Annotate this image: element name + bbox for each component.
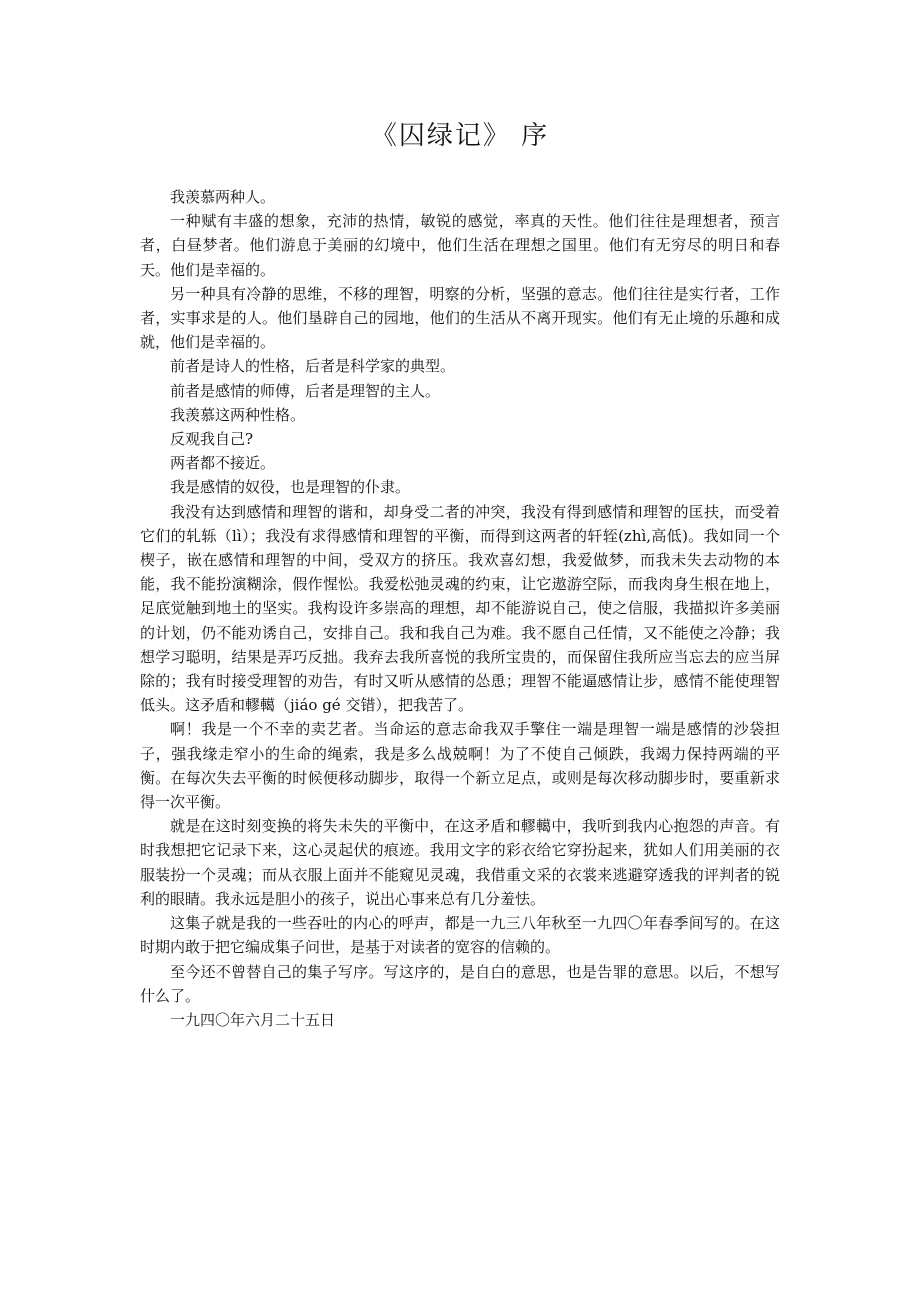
paragraph: 另一种具有冷静的思维，不移的理智，明察的分析，坚强的意志。他们往往是实行者，工作者，实事求是的人。他们垦辟自己的园地，他们的生活从不离开现实。他们有无止境的乐趣和成就，他们是幸福的。: [140, 284, 780, 352]
paragraph: 我羡慕这两种性格。: [170, 405, 306, 424]
paragraph: 就是在这时刻变换的将失未失的平衡中，在这矛盾和轇轕中，我听到我内心抱怨的声音。有时我想把它记录下来，这心灵起伏的痕迹。我用文字的彩衣给它穿扮起来，犹如人们用美丽的衣服装扮一个灵魂；而从衣服上面并不能窥见灵魂，我借重文采的衣裳来逃避穿透我的评判者的锐利的眼睛。我永远是胆小的孩子，说出心事来总有几分羞怯。: [140, 817, 780, 908]
paragraph: 前者是诗人的性格，后者是科学家的典型。: [170, 357, 456, 376]
paragraph: 我羡慕两种人。: [170, 188, 276, 206]
paragraph: 这集子就是我的一些吞吐的内心的呼声，都是一九三八年秋至一九四〇年春季间写的。在这时期内敢于把它编成集子问世，是基于对读者的宽容的信赖的。: [140, 914, 780, 957]
paragraph: 我没有达到感情和理智的谐和，却身受二者的冲突，我没有得到感情和理智的匡扶，而受着它们的轧轹（lì）；我没有求得感情和理智的平衡，而得到这两者的轩轾(zhì,高低)。我如同一个楔子，嵌在感情和理智的中间，受双方的挤压。我欢喜幻想，我爱做梦，而我未失去动物的本能，我不能扮演糊涂，假作惺忪。我爱松弛灵魂的约束，让它遨游空际，而我肉身生根在地上，足底觉触到地土的坚实。我构设许多崇高的理想，却不能游说自己，使之信服，我描拟许多美丽的计划，仍不能劝诱自己，安排自己。我和我自己为难。我不愿自己任情，又不能使之冷静；我想学习聪明，结果是弄巧反拙。我弃去我所喜悦的我所宝贵的，而保留住我所应当忘去的应当屏除的；我有时接受理智的劝告，有时又听从感情的怂恿；理智不能逼感情让步，感情不能使理智低头。这矛盾和轇轕（jiáo gé 交错），把我苦了。: [140, 502, 780, 715]
paragraph: 反观我自己?: [170, 430, 254, 449]
date-signature: 一九四〇年六月二十五日: [170, 1010, 336, 1029]
paragraph: 两者都不接近。: [170, 454, 276, 473]
page-title: 《囚绿记》 序: [370, 121, 550, 151]
paragraph: 啊！我是一个不幸的卖艺者。当命运的意志命我双手擎住一端是理智一端是感情的沙袋担子，强我缘走窄小的生命的绳索，我是多么战兢啊！为了不使自己倾跌，我竭力保持两端的平衡。在每次失去平衡的时候便移动脚步，取得一个新立足点，或则是每次移动脚步时，要重新求得一次平衡。: [140, 720, 780, 812]
paragraph: 前者是感情的师傅，后者是理智的主人。: [170, 381, 441, 400]
paragraph: 我是感情的奴役，也是理智的仆隶。: [170, 478, 411, 497]
paragraph: 至今还不曾替自己的集子写序。写这序的，是自白的意思，也是告罪的意思。以后，不想写什么了。: [140, 962, 780, 1005]
paragraph: 一种赋有丰盛的想象，充沛的热情，敏锐的感觉，率真的天性。他们往往是理想者，预言者，白昼梦者。他们游息于美丽的幻境中，他们生活在理想之国里。他们有无穷尽的明日和春天。他们是幸福的。: [140, 212, 780, 279]
document-body: [140, 185, 780, 1032]
